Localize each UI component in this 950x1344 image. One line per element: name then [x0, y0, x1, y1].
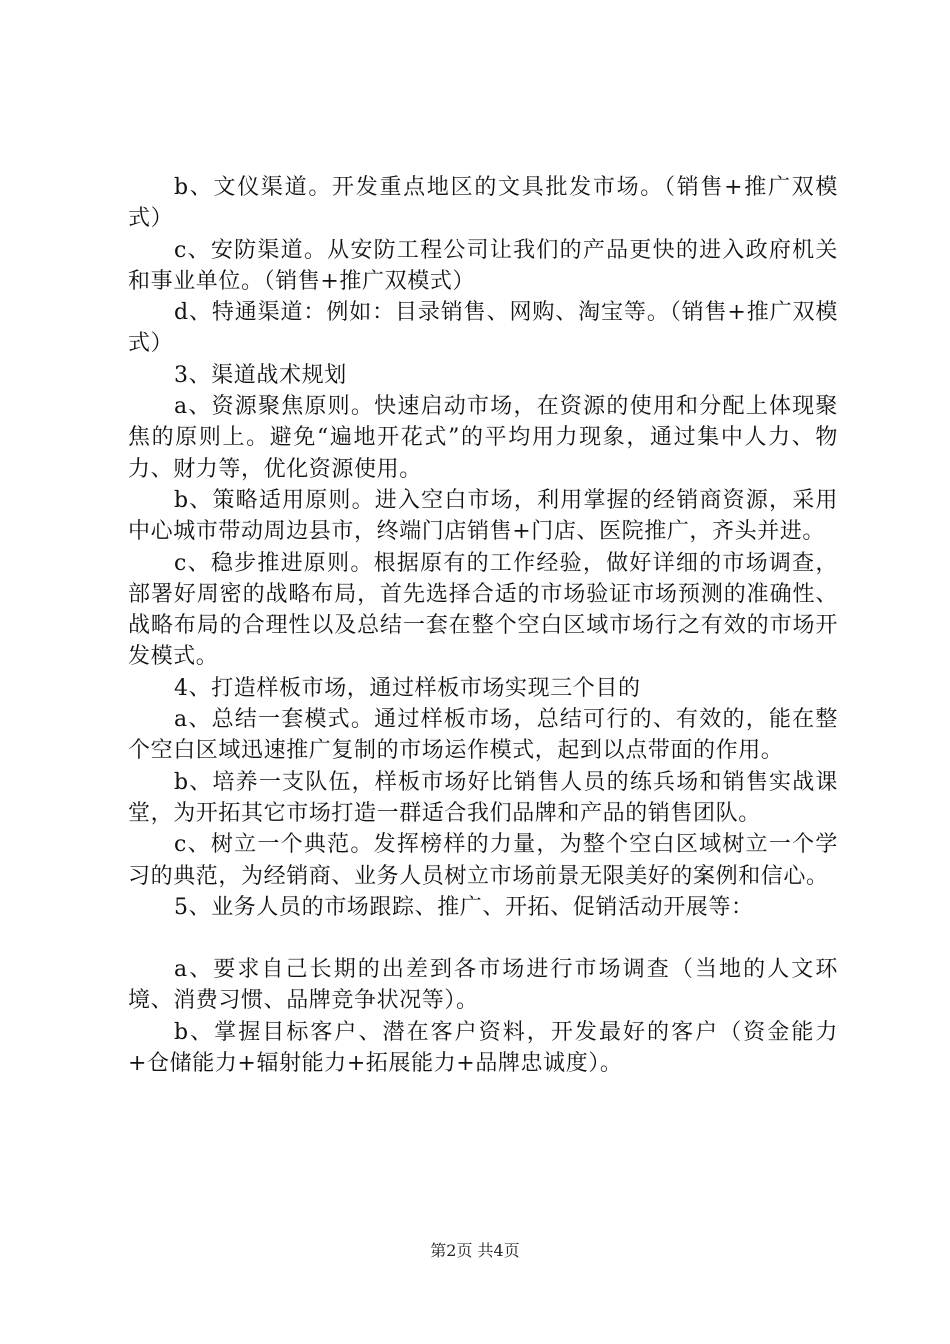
paragraph-market-research: a、要求自己长期的出差到各市场进行市场调查（当地的人文环境、消费习惯、品牌竞争状况等）。: [128, 957, 838, 1014]
section-heading-3: 3、渠道战术规划: [174, 362, 347, 388]
paragraph-resource-focus: a、资源聚焦原则。快速启动市场，在资源的使用和分配上体现聚焦的原则上。避免“遍地开花式”的平均用力现象，通过集中人力、物力、财力等，优化资源使用。: [128, 394, 838, 482]
paragraph-target-clients: b、掌握目标客户、潜在客户资料，开发最好的客户（资金能力+仓储能力+辐射能力+拓展能力+品牌忠诚度）。: [128, 1019, 838, 1077]
paragraph-set-example: c、树立一个典范。发挥榜样的力量，为整个空白区域树立一个学习的典范，为经销商、业务人员树立市场前景无限美好的案例和信心。: [128, 832, 838, 889]
paragraph-summarize-model: a、总结一套模式。通过样板市场，总结可行的、有效的，能在整个空白区域迅速推广复制的市场运作模式，起到以点带面的作用。: [128, 707, 838, 764]
document-body: [128, 172, 838, 1079]
paragraph-channel-special: d、特通渠道：例如：目录销售、网购、淘宝等。（销售+推广双模式）: [128, 300, 838, 357]
paragraph-channel-security: c、安防渠道。从安防工程公司让我们的产品更快的进入政府机关和事业单位。（销售+推广双模式）: [128, 237, 838, 294]
page-number: 第2页 共4页: [430, 1241, 520, 1260]
blank-line: [128, 923, 838, 954]
paragraph-train-team: b、培养一支队伍，样板市场好比销售人员的练兵场和销售实战课堂，为开拓其它市场打造一群适合我们品牌和产品的销售团队。: [128, 769, 838, 826]
section-heading-4: 4、打造样板市场，通过样板市场实现三个目的: [174, 675, 641, 701]
paragraph-steady-progress: c、稳步推进原则。根据原有的工作经验，做好详细的市场调查，部署好周密的战略布局，首先选择合适的市场验证市场预测的准确性、战略布局的合理性以及总结一套在整个空白区域市场行之有效的市场开发模式。: [128, 550, 838, 670]
paragraph-channel-stationery: b、文仪渠道。开发重点地区的文具批发市场。（销售+推广双模式）: [128, 175, 838, 232]
paragraph-strategy-fit: b、策略适用原则。进入空白市场，利用掌握的经销商资源，采用中心城市带动周边县市，终端门店销售+门店、医院推广，齐头并进。: [128, 487, 838, 545]
section-heading-5: 5、业务人员的市场跟踪、推广、开拓、促销活动开展等：: [174, 894, 754, 920]
